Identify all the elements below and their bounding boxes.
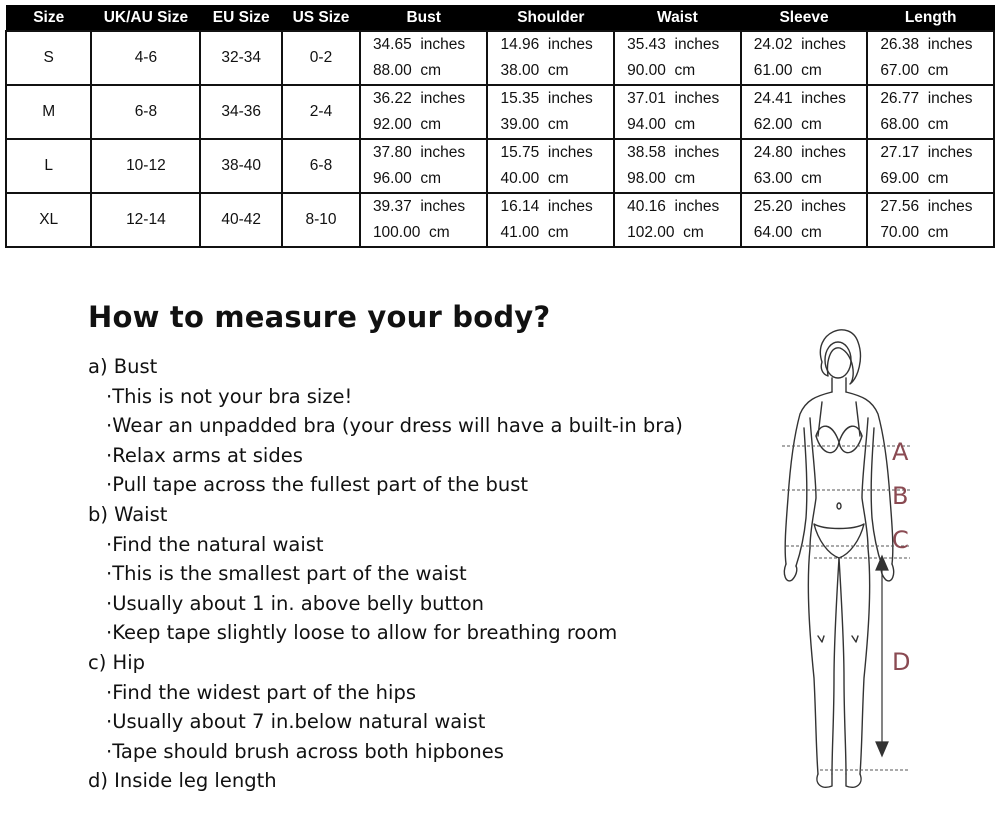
header-bust: Bust	[360, 6, 488, 32]
bust-cm-value: 88.00 cm	[372, 62, 441, 79]
shoulder-cell	[487, 193, 614, 247]
shoulder-cm-value: 39.00 cm	[500, 116, 569, 133]
bust-cell	[360, 31, 488, 85]
guide-tip: ·Tape should brush across both hipbones	[106, 739, 504, 763]
measurement-label-d: D	[892, 648, 911, 676]
sleeve-cm-value: 64.00 cm	[753, 224, 822, 241]
uk-au-cell: 12-14	[91, 193, 200, 247]
guide-section-title: c) Hip	[88, 650, 145, 674]
shoulder-cm-value: 41.00 cm	[500, 224, 569, 241]
length-cm-value: 68.00 cm	[880, 116, 949, 133]
guide-tip: ·Keep tape slightly loose to allow for breathing room	[106, 621, 618, 645]
shoulder-cell	[487, 31, 614, 85]
measurement-label-a: A	[892, 438, 909, 466]
table-row	[6, 193, 994, 247]
waist-cell	[614, 85, 741, 139]
size-chart-table	[5, 5, 995, 248]
sleeve-cell	[741, 193, 868, 247]
table-row	[6, 85, 994, 139]
sleeve-cm-value: 62.00 cm	[753, 116, 822, 133]
length-inches-value: 26.77 inches	[880, 90, 973, 107]
header-sleeve: Sleeve	[741, 6, 868, 32]
shoulder-cell	[487, 139, 614, 193]
size-cell: L	[6, 139, 91, 193]
header-shoulder: Shoulder	[487, 6, 614, 32]
guide-tip: ·This is not your bra size!	[106, 384, 353, 408]
eu-cell: 38-40	[200, 139, 282, 193]
shoulder-inches-value: 16.14 inches	[500, 198, 593, 215]
measurement-labels	[892, 438, 910, 676]
bust-cell	[360, 193, 488, 247]
guide-section-title: d) Inside leg length	[88, 769, 277, 793]
shoulder-cell	[487, 85, 614, 139]
us-cell: 8-10	[282, 193, 360, 247]
waist-inches-value: 37.01 inches	[627, 90, 720, 107]
eu-cell: 40-42	[200, 193, 282, 247]
size-cell: S	[6, 31, 91, 85]
length-inches-value: 26.38 inches	[880, 36, 973, 53]
body-outline-icon	[784, 330, 893, 787]
size-chart-header-row	[6, 6, 994, 32]
measure-guide	[88, 352, 683, 796]
body-measurement-figure	[760, 318, 940, 798]
waist-cm-value: 98.00 cm	[627, 170, 696, 187]
guide-tip: ·Pull tape across the fullest part of the bust	[106, 473, 529, 497]
sleeve-inches-value: 25.20 inches	[753, 198, 846, 215]
guide-section-title: a) Bust	[88, 355, 158, 378]
waist-cm-value: 102.00 cm	[627, 224, 704, 241]
length-inches-value: 27.56 inches	[880, 198, 973, 215]
us-cell: 2-4	[282, 85, 360, 139]
header-us-size: US Size	[282, 6, 360, 32]
length-cell	[867, 139, 994, 193]
eu-cell: 32-34	[200, 31, 282, 85]
waist-cell	[614, 31, 741, 85]
bust-inches-value: 37.80 inches	[372, 144, 466, 161]
measurement-guide-lines	[782, 446, 910, 770]
sleeve-cm-value: 63.00 cm	[753, 170, 822, 187]
size-cell: XL	[6, 193, 91, 247]
sleeve-inches-value: 24.41 inches	[753, 90, 846, 107]
sleeve-inches-value: 24.80 inches	[753, 144, 846, 161]
inside-leg-arrow-icon	[876, 556, 888, 756]
shoulder-cm-value: 38.00 cm	[500, 62, 569, 79]
sleeve-inches-value: 24.02 inches	[753, 36, 846, 53]
measure-guide-title: How to measure your body?	[88, 300, 551, 334]
guide-tip: ·Find the natural waist	[106, 532, 324, 556]
shoulder-cm-value: 40.00 cm	[500, 170, 569, 187]
bust-cell	[360, 139, 488, 193]
guide-tip: ·This is the smallest part of the waist	[106, 562, 467, 586]
us-cell: 0-2	[282, 31, 360, 85]
waist-inches-value: 38.58 inches	[627, 144, 720, 161]
guide-tip: ·Wear an unpadded bra (your dress will have a built-in bra)	[106, 414, 683, 438]
length-cm-value: 69.00 cm	[880, 170, 949, 187]
measurement-label-c: C	[892, 526, 909, 554]
header-length: Length	[867, 6, 994, 32]
bust-cm-value: 96.00 cm	[372, 170, 441, 187]
sleeve-cm-value: 61.00 cm	[753, 62, 822, 79]
waist-inches-value: 40.16 inches	[627, 198, 720, 215]
shoulder-inches-value: 15.35 inches	[500, 90, 593, 107]
guide-tip: ·Relax arms at sides	[106, 443, 303, 467]
eu-cell: 34-36	[200, 85, 282, 139]
bust-inches-value: 39.37 inches	[372, 198, 466, 215]
bust-cm-value: 100.00 cm	[372, 224, 450, 241]
guide-tip: ·Usually about 7 in.below natural waist	[106, 710, 486, 734]
shoulder-inches-value: 14.96 inches	[500, 36, 593, 53]
shoulder-inches-value: 15.75 inches	[500, 144, 593, 161]
length-cell	[867, 85, 994, 139]
waist-cell	[614, 193, 741, 247]
guide-tip: ·Usually about 1 in. above belly button	[106, 591, 485, 615]
table-row	[6, 31, 994, 85]
header-eu-size: EU Size	[200, 6, 282, 32]
bust-inches-value: 36.22 inches	[372, 90, 466, 107]
table-row	[6, 139, 994, 193]
header-uk-au-size: UK/AU Size	[91, 6, 200, 32]
bust-inches-value: 34.65 inches	[372, 36, 466, 53]
length-cell	[867, 193, 994, 247]
guide-tip: ·Find the widest part of the hips	[106, 680, 416, 704]
waist-cm-value: 90.00 cm	[627, 62, 696, 79]
waist-inches-value: 35.43 inches	[627, 36, 720, 53]
length-cm-value: 67.00 cm	[880, 62, 949, 79]
header-waist: Waist	[614, 6, 741, 32]
length-inches-value: 27.17 inches	[880, 144, 973, 161]
sleeve-cell	[741, 85, 868, 139]
bust-cm-value: 92.00 cm	[372, 116, 441, 133]
uk-au-cell: 10-12	[91, 139, 200, 193]
bust-cell	[360, 85, 488, 139]
waist-cm-value: 94.00 cm	[627, 116, 696, 133]
uk-au-cell: 4-6	[91, 31, 200, 85]
size-chart-body	[6, 31, 994, 247]
length-cell	[867, 31, 994, 85]
guide-section-title: b) Waist	[88, 502, 168, 526]
waist-cell	[614, 139, 741, 193]
sleeve-cell	[741, 139, 868, 193]
sleeve-cell	[741, 31, 868, 85]
header-size: Size	[6, 6, 91, 32]
us-cell: 6-8	[282, 139, 360, 193]
size-cell: M	[6, 85, 91, 139]
length-cm-value: 70.00 cm	[880, 224, 949, 241]
measurement-label-b: B	[892, 482, 909, 510]
uk-au-cell: 6-8	[91, 85, 200, 139]
